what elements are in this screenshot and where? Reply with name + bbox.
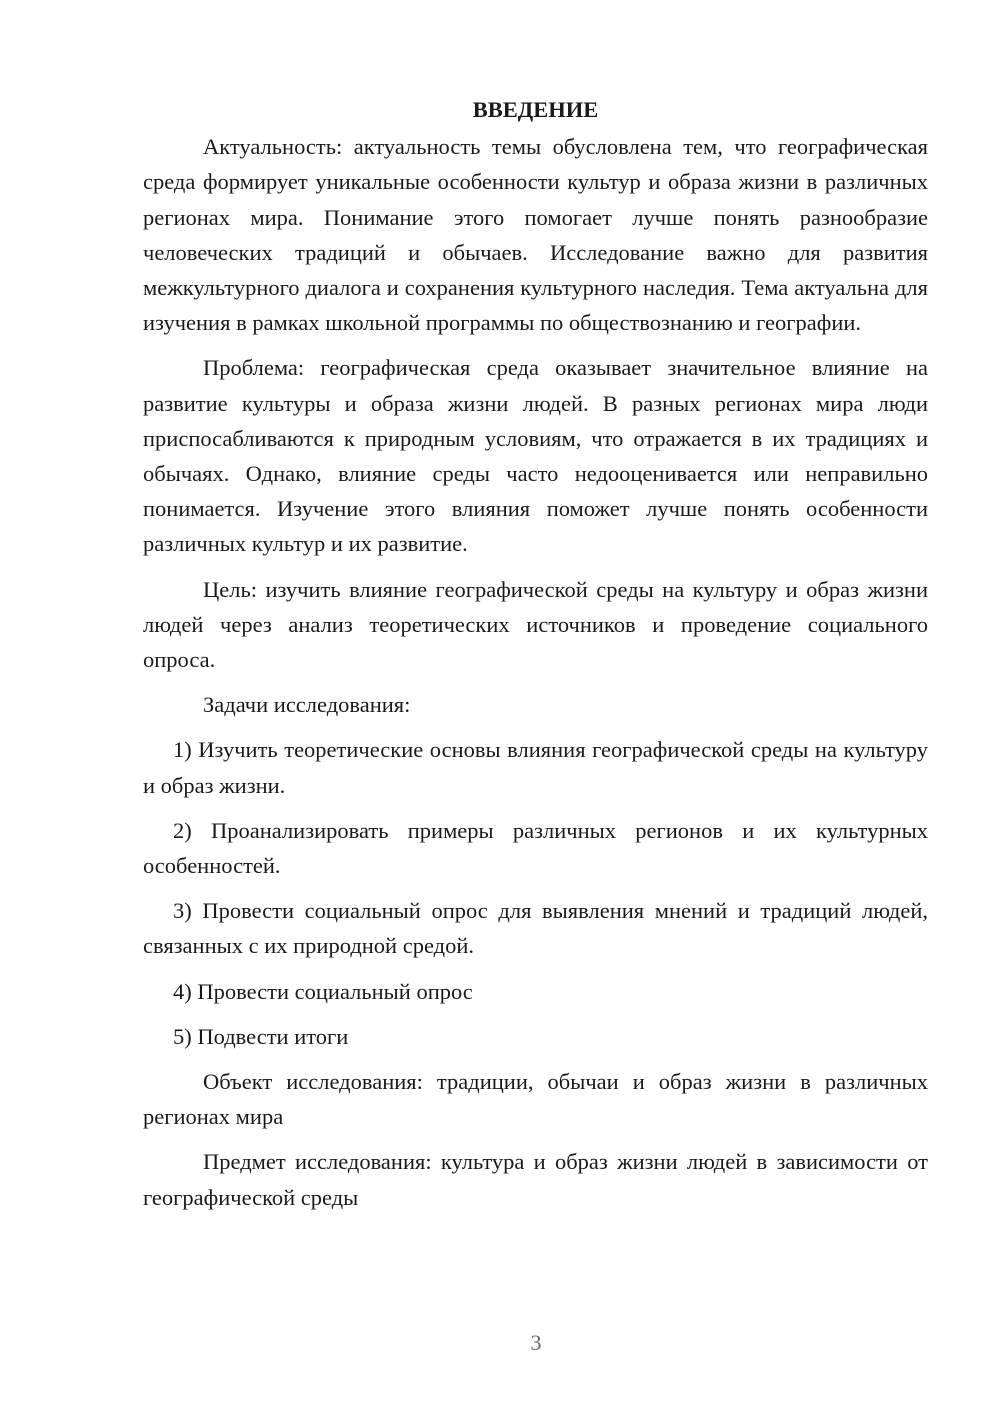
tasks-heading: Задачи исследования: [203,692,411,718]
problem-paragraph: Проблема: географическая среда оказывает значительное влияние на развитие культуры и образа жизни людей. В разных регионах мира люди приспосабливаются к природным условиям, что отражается в их традициях и обычаях. Однако, влияние среды часто недооценивается или неправильно понимается. Изучение этого влияния поможет лучше понять особенности различных культур и их развитие. [143,355,928,557]
task-item-2: 2) Проанализировать примеры различных регионов и их культурных особенностей. [143,817,928,879]
goal-paragraph: Цель: изучить влияние географической среды на культуру и образ жизни людей через анализ теоретических источников и проведение социального опроса. [143,576,928,673]
task-item-5: 5) Подвести итоги [173,1023,349,1049]
page-content [143,92,928,1225]
page-title: ВВЕДЕНИЕ [472,97,599,122]
task-item-3: 3) Провести социальный опрос для выявления мнений и традиций людей, связанных с их природной средой. [143,898,928,959]
object-paragraph: Объект исследования: традиции, обычаи и образ жизни в различных регионах мира [143,1069,928,1130]
task-item-1: 1) Изучить теоретические основы влияния географической среды на культуру и образ жизни. [143,737,928,798]
task-item-4: 4) Провести социальный опрос [173,978,473,1004]
subject-paragraph: Предмет исследования: культура и образ жизни людей в зависимости от географической среды [143,1149,928,1210]
relevance-paragraph: Актуальность: актуальность темы обусловлена тем, что географическая среда формирует уникальные особенности культур и образа жизни в различных регионах мира. Понимание этого помогает лучше понять разнообразие человеческих традиций и обычаев. Исследование важно для развития межкультурного диалога и сохранения культурного наследия. Тема актуальна для изучения в рамках школьной программы по обществознанию и географии. [143,134,928,336]
page-number: 3 [530,1330,542,1355]
